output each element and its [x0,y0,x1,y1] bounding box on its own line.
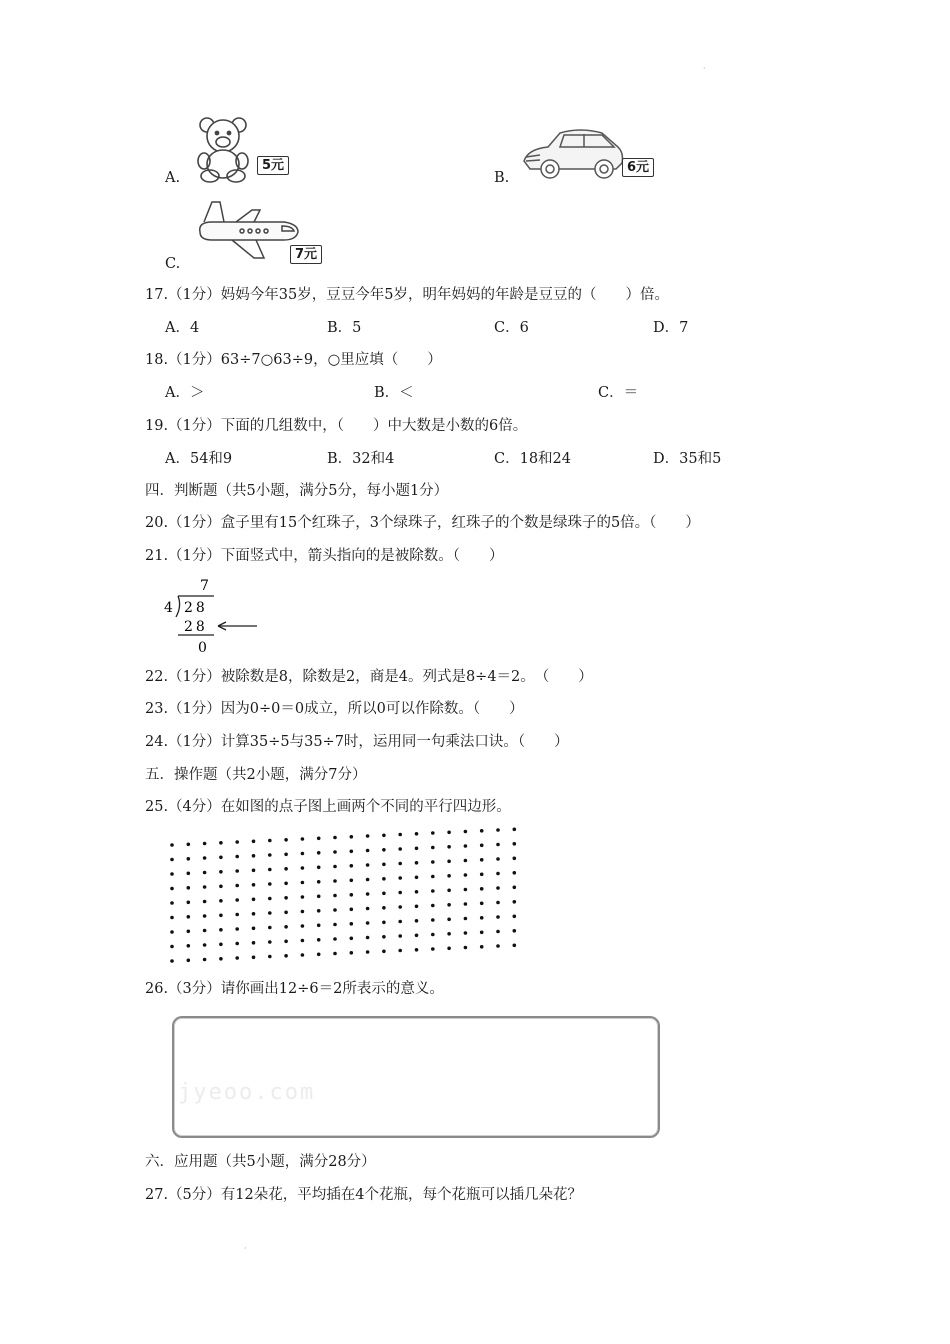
grid-dot [382,863,386,867]
grid-dot [235,855,239,859]
grid-dot [268,897,272,901]
grid-dot [366,907,370,911]
grid-dot [480,902,484,906]
grid-dot [431,918,435,922]
grid-dot [284,882,288,886]
grid-dot [252,869,256,873]
q19-option-b: B．32和4 [327,451,395,467]
grid-dot [170,858,174,862]
grid-dot [301,866,305,870]
grid-dot [284,867,288,871]
grid-dot [382,950,386,954]
grid-dot [464,873,468,877]
grid-dot [219,928,223,932]
grid-dot [480,829,484,833]
grid-dot [431,933,435,937]
question-27: 27.（5分）有12朵花，平均插在4个花瓶，每个花瓶可以插几朵花？ [145,1187,582,1203]
grid-dot [415,876,419,880]
grid-dot [187,901,191,905]
division-remainder: 0 [198,640,207,656]
grid-dot [480,873,484,877]
grid-dot [513,871,517,875]
grid-dot [480,844,484,848]
grid-dot [235,898,239,902]
grid-dot [398,920,402,924]
grid-dot [496,843,500,847]
grid-dot [301,939,305,943]
question-21: 21.（1分）下面竖式中，箭头指向的是被除数。（ ） [145,548,504,564]
grid-dot [203,842,207,846]
grid-dot [235,913,239,917]
grid-dot [366,863,370,867]
grid-dot [219,841,223,845]
grid-dot [398,891,402,895]
grid-dot [170,843,174,847]
grid-dot [317,837,321,841]
grid-dot [464,830,468,834]
grid-dot [382,935,386,939]
grid-dot [219,856,223,860]
grid-dot [513,944,517,948]
grid-dot [350,850,354,854]
grid-dot [350,908,354,912]
grid-dot [513,842,517,846]
grid-dot [170,930,174,934]
q17-option-c: C．6 [494,320,529,336]
grid-dot [284,925,288,929]
grid-dot [203,958,207,962]
grid-dot [415,905,419,909]
grid-dot [268,911,272,915]
grid-dot [431,947,435,951]
grid-dot [317,880,321,884]
grid-dot [333,923,337,927]
grid-dot [366,834,370,838]
q17-option-a: A．4 [165,320,200,336]
grid-dot [496,872,500,876]
q19-option-d: D．35和5 [653,451,722,467]
grid-dot [431,904,435,908]
grid-dot [170,872,174,876]
grid-dot [398,862,402,866]
grid-dot [431,860,435,864]
grid-dot [301,924,305,928]
grid-dot [252,912,256,916]
grid-dot [415,919,419,923]
grid-dot [431,846,435,850]
division-dividend: 28 [184,600,208,616]
grid-dot [301,953,305,957]
grid-dot [382,848,386,852]
grid-dot [170,959,174,963]
grid-dot [496,930,500,934]
grid-dot [235,840,239,844]
question-20: 20.（1分）盒子里有15个红珠子，3个绿珠子，红珠子的个数是绿珠子的5倍。（ ） [145,515,700,531]
grid-dot [333,908,337,912]
grid-dot [366,878,370,882]
section-6-heading: 六．应用题（共5小题，满分28分） [145,1154,376,1170]
question-17: 17.（1分）妈妈今年35岁，豆豆今年5岁，明年妈妈的年龄是豆豆的（ ）倍。 [145,287,669,303]
grid-dot [513,929,517,933]
grid-dot [366,950,370,954]
grid-dot [187,886,191,890]
grid-dot [398,876,402,880]
grid-dot [301,910,305,914]
grid-dot [447,932,451,936]
q17-option-b: B．5 [327,320,362,336]
grid-dot [268,940,272,944]
grid-dot [187,959,191,963]
grid-dot [398,949,402,953]
grid-dot [317,909,321,913]
grid-dot [464,931,468,935]
grid-dot [333,894,337,898]
grid-dot [398,934,402,938]
grid-dot [187,872,191,876]
grid-dot [480,916,484,920]
grid-dot [447,860,451,864]
grid-dot [513,900,517,904]
grid-dot [268,868,272,872]
grid-dot [464,902,468,906]
option-a-letter: A. [165,170,181,186]
grid-dot [252,927,256,931]
grid-dot [203,871,207,875]
question-24: 24.（1分）计算35÷5与35÷7时，运用同一句乘法口诀。（ ） [145,734,569,750]
grid-dot [284,954,288,958]
grid-dot [187,944,191,948]
grid-dot [301,881,305,885]
grid-dot [496,857,500,861]
grid-dot [252,883,256,887]
grid-dot [219,943,223,947]
section-5-heading: 五．操作题（共2小题，满分7分） [145,767,367,783]
question-26: 26.（3分）请你画出12÷6＝2所表示的意义。 [145,981,444,997]
grid-dot [333,865,337,869]
grid-dot [431,875,435,879]
option-b-price: 6元 [622,158,654,177]
option-c-letter: C. [165,256,181,272]
grid-dot [219,885,223,889]
division-product: 28 [184,619,208,635]
grid-dot [170,916,174,920]
option-b-picture [520,125,625,183]
grid-dot [398,905,402,909]
arrow-icon [218,622,257,630]
grid-dot [317,938,321,942]
grid-dot [447,903,451,907]
grid-dot [252,898,256,902]
grid-dot [480,858,484,862]
grid-dot [350,864,354,868]
question-22: 22.（1分）被除数是8，除数是2，商是4。列式是8÷4＝2。 （ ） [145,669,593,685]
grid-dot [350,922,354,926]
grid-dot [415,934,419,938]
grid-dot [398,833,402,837]
grid-dot [333,850,337,854]
grid-dot [170,901,174,905]
grid-dot [317,924,321,928]
grid-dot [317,866,321,870]
grid-dot [382,877,386,881]
grid-dot [350,879,354,883]
division-divisor: 4 [164,600,173,616]
grid-dot [203,856,207,860]
section-4-heading: 四．判断题（共5小题，满分5分，每小题1分） [145,483,449,499]
grid-dot [366,892,370,896]
grid-dot [219,870,223,874]
grid-dot [350,835,354,839]
q17-option-d: D．7 [653,320,689,336]
grid-dot [480,887,484,891]
grid-dot [317,851,321,855]
grid-dot [415,847,419,851]
airplane-icon [192,198,302,262]
grid-dot [464,844,468,848]
grid-dot [268,882,272,886]
grid-dot [513,828,517,832]
grid-dot [235,884,239,888]
q18-option-a: A．＞ [165,385,205,401]
option-c-price: 7元 [290,245,322,264]
grid-dot [268,839,272,843]
option-b-letter: B. [494,170,510,186]
grid-dot [187,930,191,934]
grid-dot [284,838,288,842]
option-c-picture [192,198,302,262]
grid-dot [513,915,517,919]
drawing-answer-box[interactable] [172,1016,660,1138]
grid-dot [333,937,337,941]
grid-dot [496,915,500,919]
grid-dot [447,831,451,835]
grid-dot [252,941,256,945]
grid-dot [187,915,191,919]
grid-dot [382,921,386,925]
grid-dot [284,896,288,900]
grid-dot [333,952,337,956]
grid-dot [464,859,468,863]
grid-dot [415,890,419,894]
grid-dot [284,940,288,944]
grid-dot [235,956,239,960]
grid-dot [350,951,354,955]
grid-dot [415,861,419,865]
grid-dot [301,837,305,841]
grid-dot [187,857,191,861]
grid-dot [235,942,239,946]
grid-dot [415,832,419,836]
grid-dot [513,857,517,861]
grid-dot [480,931,484,935]
grid-dot [496,886,500,890]
page-mark: · [703,64,706,73]
dot-grid[interactable] [160,825,530,965]
grid-dot [366,849,370,853]
grid-dot [496,901,500,905]
option-a-picture [190,112,310,184]
grid-dot [464,946,468,950]
grid-dot [170,887,174,891]
grid-dot [187,843,191,847]
grid-dot [464,917,468,921]
division-quotient: 7 [200,578,209,594]
grid-dot [301,852,305,856]
grid-dot [268,955,272,959]
question-19: 19.（1分）下面的几组数中，（ ）中大数是小数的6倍。 [145,418,528,434]
grid-dot [252,840,256,844]
q18-option-b: B．＜ [374,385,414,401]
question-18: 18.（1分）63÷7○63÷9，○里应填（ ） [145,352,442,368]
teddy-bear-icon [190,112,260,184]
question-23: 23.（1分）因为0÷0＝0成立，所以0可以作除数。（ ） [145,701,524,717]
grid-dot [284,853,288,857]
grid-dot [350,937,354,941]
grid-dot [398,847,402,851]
grid-dot [382,892,386,896]
grid-dot [252,854,256,858]
grid-dot [513,886,517,890]
grid-dot [317,953,321,957]
grid-dot [252,956,256,960]
grid-dot [235,927,239,931]
page-mark: · [244,1244,247,1253]
q18-option-c: C．＝ [598,385,639,401]
grid-dot [496,828,500,832]
grid-dot [268,853,272,857]
q19-option-c: C．18和24 [494,451,571,467]
grid-dot [301,895,305,899]
question-25: 25.（4分）在如图的点子图上画两个不同的平行四边形。 [145,799,511,815]
grid-dot [203,914,207,918]
grid-dot [415,948,419,952]
grid-dot [496,944,500,948]
grid-dot [366,936,370,940]
grid-dot [447,874,451,878]
grid-dot [268,926,272,930]
option-a-price: 5元 [257,156,289,175]
grid-dot [431,831,435,835]
grid-dot [431,889,435,893]
grid-dot [333,879,337,883]
grid-dot [350,893,354,897]
grid-dot [170,945,174,949]
grid-dot [480,945,484,949]
grid-dot [447,889,451,893]
grid-dot [382,834,386,838]
long-division-figure [160,575,270,657]
grid-dot [219,957,223,961]
grid-dot [235,869,239,873]
watermark: jyeoo.com [178,1080,316,1105]
grid-dot [366,921,370,925]
grid-dot [284,911,288,915]
grid-dot [333,836,337,840]
grid-dot [317,895,321,899]
grid-dot [203,929,207,933]
grid-dot [203,885,207,889]
grid-dot [219,914,223,918]
grid-dot [382,906,386,910]
grid-dot [447,947,451,951]
q19-option-a: A．54和9 [165,451,233,467]
grid-dot [447,845,451,849]
grid-dot [447,918,451,922]
grid-dot [203,943,207,947]
toy-car-icon [520,125,625,183]
grid-dot [219,899,223,903]
grid-dot [203,900,207,904]
grid-dot [464,888,468,892]
